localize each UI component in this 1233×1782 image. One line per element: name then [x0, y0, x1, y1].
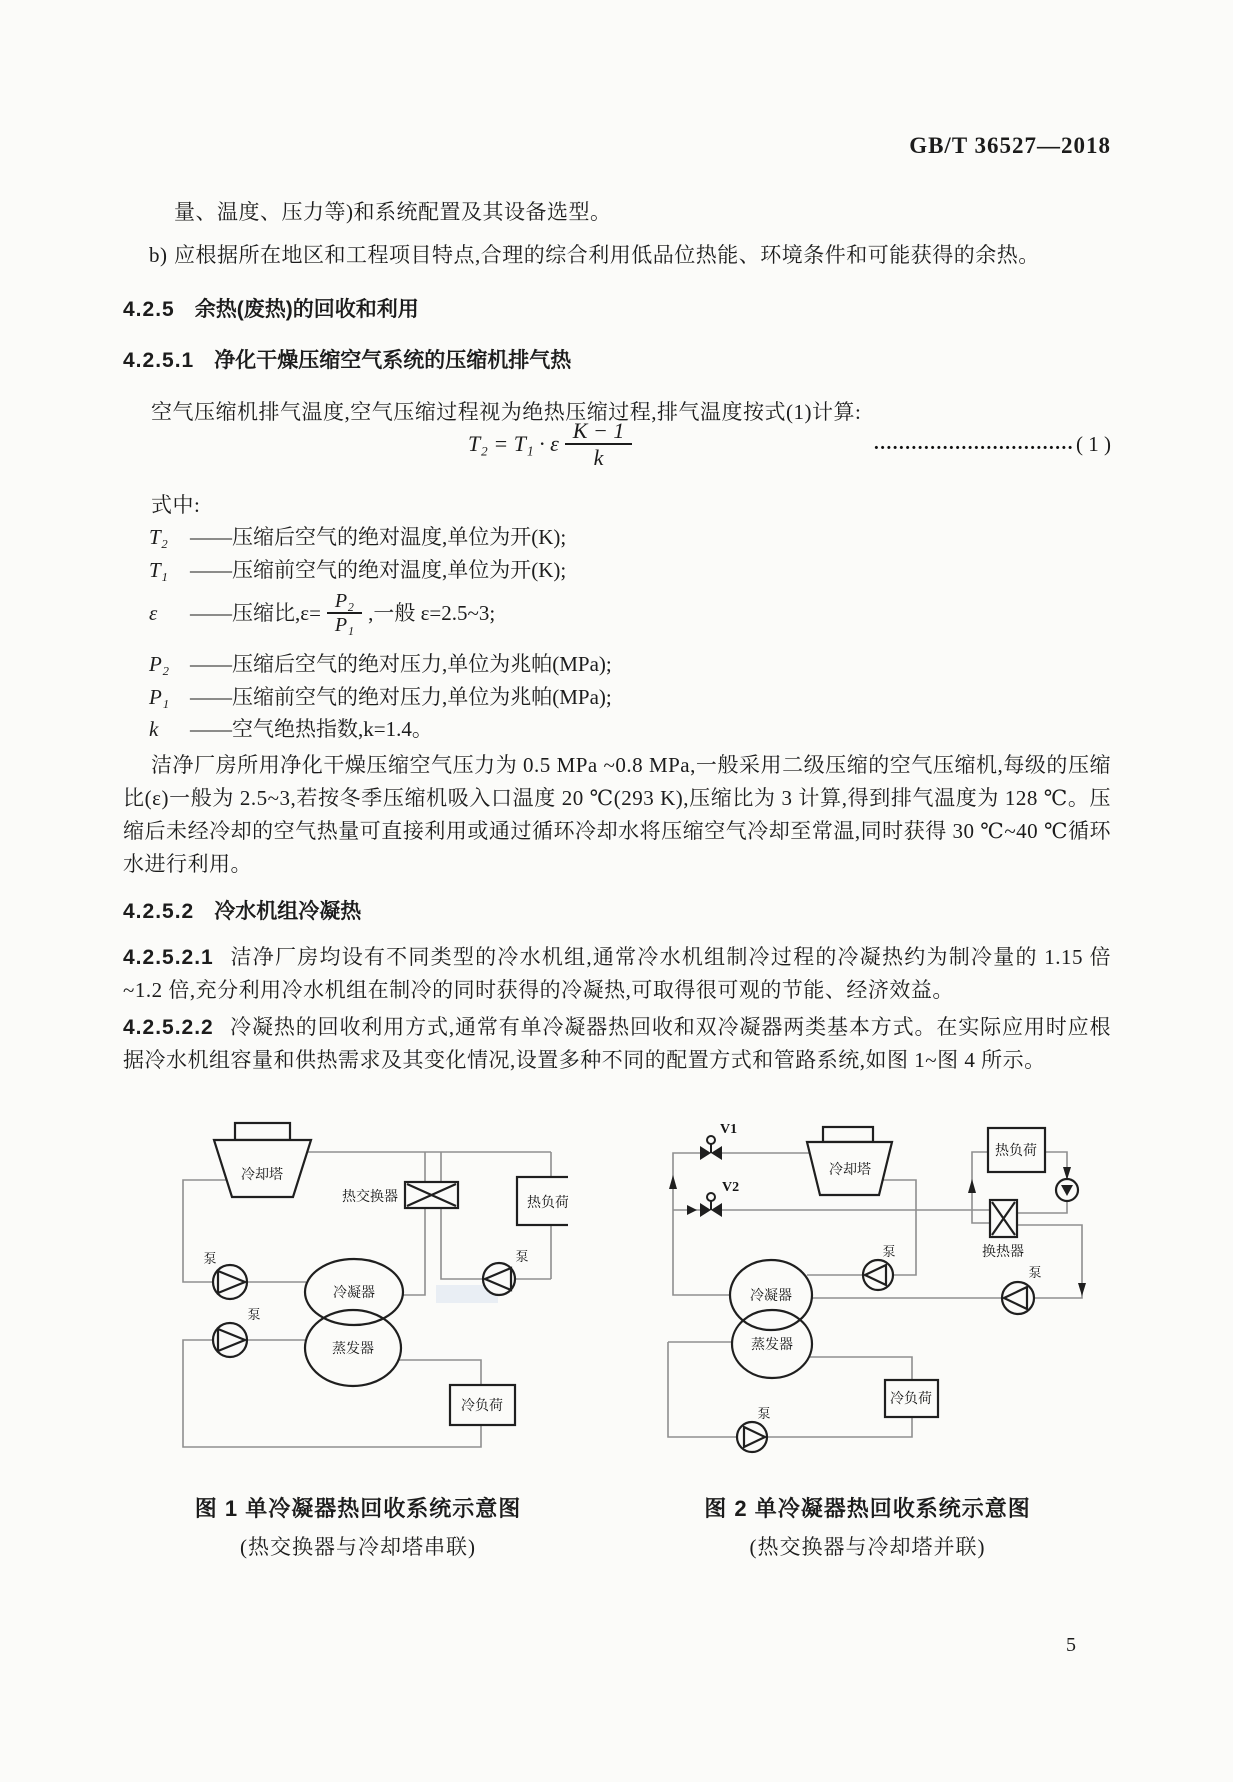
- definition-term: T₂: [149, 525, 168, 549]
- cooling-tower-fan-box: [823, 1127, 873, 1142]
- definition-epsilon: [123, 585, 1111, 641]
- clause-text: 冷凝热的回收利用方式,通常有单冷凝器热回收和双冷凝器两类基本方式。在实际应用时应根据冷水机组容量和供热需求及其变化情况,设置多种不同的配置方式和管路系统,如图 1~图 4 所示。: [123, 1015, 1111, 1072]
- cold-load-label: 冷负荷: [890, 1392, 932, 1407]
- definition-desc: ——空气绝热指数,k=1.4。: [190, 717, 433, 741]
- definition-desc-post: ,一般 ε=2.5~3;: [368, 600, 496, 625]
- figure-1-diagram: [148, 1105, 568, 1467]
- definition-t1: [123, 554, 1111, 587]
- list-item-b: [123, 239, 1111, 272]
- evaporator-label: 蒸发器: [751, 1338, 793, 1353]
- heat-load-label: 热负荷: [527, 1196, 568, 1211]
- section-number: 4.2.5: [123, 298, 175, 321]
- pump-label: 泵: [757, 1406, 771, 1421]
- paragraph-continuation: 量、温度、压力等)和系统配置及其设备选型。: [174, 200, 612, 224]
- definition-desc-pre: ——压缩比,ε=: [190, 600, 321, 625]
- evaporator-label: 蒸发器: [332, 1342, 374, 1357]
- figure-2: [615, 1105, 1120, 1561]
- fraction-numerator: K − 1: [565, 418, 633, 445]
- cold-load-label: 冷负荷: [461, 1399, 503, 1414]
- definition-term: T₁: [149, 558, 168, 582]
- section-title: 余热(废热)的回收和利用: [194, 298, 419, 321]
- pressure-ratio-fraction: [327, 590, 362, 636]
- arrow-up-icon: [968, 1179, 976, 1193]
- definition-term: k: [149, 717, 159, 741]
- equation-1: [123, 418, 1111, 471]
- section-number: 4.2.5.2: [123, 900, 195, 923]
- pump-label: 泵: [247, 1307, 261, 1322]
- clause-text: 洁净厂房均设有不同类型的冷水机组,通常冷水机组制冷过程的冷凝热约为制冷量的 1.15 倍~1.2 倍,充分利用冷水机组在制冷的同时获得的冷凝热,可取得很可观的节能、经济效益。: [123, 945, 1111, 1002]
- list-item-b-label: b): [149, 243, 168, 267]
- definition-term: ε: [149, 600, 158, 625]
- figure-1: [148, 1105, 568, 1561]
- arrow-down-icon: [1078, 1283, 1086, 1296]
- definition-desc: ——压缩前空气的绝对温度,单位为开(K);: [190, 558, 567, 582]
- figure-2-caption: 图 2 单冷凝器热回收系统示意图: [704, 1496, 1031, 1521]
- section-title: 净化干燥压缩空气系统的压缩机排气热: [214, 349, 572, 372]
- figure-2-subcaption: (热交换器与冷却塔并联): [749, 1535, 986, 1559]
- heat-load-label: 热负荷: [995, 1144, 1037, 1159]
- standard-code: GB/T 36527—2018: [909, 133, 1111, 158]
- clause-number: 4.2.5.2.1: [123, 946, 214, 969]
- clause-number: 4.2.5.2.2: [123, 1016, 214, 1039]
- list-item-b-text: 应根据所在地区和工程项目特点,合理的综合利用低品位热能、环境条件和可能获得的余热。: [174, 243, 1040, 267]
- pump-label: 泵: [1028, 1265, 1042, 1280]
- arrow-right-icon: [687, 1205, 697, 1215]
- fraction-numerator: P₂: [327, 590, 362, 614]
- equation-exponent-fraction: [565, 418, 633, 471]
- condenser-label: 冷凝器: [333, 1286, 375, 1301]
- valve-v1-handle: [707, 1136, 715, 1144]
- valve-v2-label: V2: [722, 1180, 740, 1195]
- paragraph-intro: 空气压缩机排气温度,空气压缩过程视为绝热压缩过程,排气温度按式(1)计算:: [151, 400, 862, 424]
- heat-exchanger-label: 换热器: [982, 1245, 1024, 1260]
- section-title: 冷水机组冷凝热: [214, 900, 362, 923]
- cooling-tower-label: 冷却塔: [829, 1163, 871, 1178]
- section-heading-4252: [123, 897, 1111, 927]
- fraction-denominator: k: [593, 445, 604, 471]
- heat-exchanger-label: 热交换器: [342, 1190, 398, 1205]
- valve-v1-label: V1: [720, 1122, 738, 1137]
- paragraph-compressed-air: 洁净厂房所用净化干燥压缩空气压力为 0.5 MPa ~0.8 MPa,一般采用二级压缩的空气压缩机,每级的压缩比(ε)一般为 2.5~3,若按冬季压缩机吸入口温度 20 ℃(293 K),压缩比为 3 计算,得到排气温度为 128 ℃。压缩后未经冷却的空气热量可直接利用或通过循环冷却水将压缩空气冷却至常温,同时获得 30 ℃~40 ℃循环水进行利用。: [123, 753, 1111, 876]
- cooling-tower-label: 冷却塔: [241, 1168, 283, 1183]
- paragraph-42521: [123, 941, 1111, 1007]
- definition-k: [123, 713, 1111, 746]
- figure-1-caption: 图 1 单冷凝器热回收系统示意图: [194, 1496, 522, 1521]
- pump-label: 泵: [515, 1249, 529, 1264]
- valves: [700, 1136, 722, 1217]
- condenser-label: 冷凝器: [750, 1289, 792, 1304]
- definition-p1: [123, 681, 1111, 714]
- definition-term: P₂: [149, 652, 170, 676]
- equation-dot-leader: ................................: [874, 433, 1074, 455]
- pump-label: 泵: [203, 1251, 217, 1266]
- figure-1-subcaption: (热交换器与冷却塔串联): [240, 1535, 476, 1559]
- definition-desc: ——压缩前空气的绝对压力,单位为兆帕(MPa);: [190, 685, 612, 709]
- cooling-tower-fan-box: [235, 1123, 290, 1140]
- equation-number: ( 1 ): [1076, 431, 1111, 456]
- pump-label: 泵: [882, 1244, 896, 1259]
- paragraph-42522: [123, 1011, 1111, 1077]
- where-label: 式中:: [151, 493, 201, 517]
- figure-2-diagram: [615, 1105, 1120, 1467]
- section-heading-425: [123, 295, 1111, 325]
- valve-v2-handle: [707, 1193, 715, 1201]
- definition-term: P₁: [149, 685, 170, 709]
- page-number: 5: [1066, 1634, 1076, 1656]
- pump-recovery-circle: [1002, 1282, 1034, 1314]
- section-number: 4.2.5.1: [123, 349, 195, 372]
- section-heading-4251: [123, 346, 1111, 376]
- definition-p2: [123, 648, 1111, 681]
- definition-desc: ——压缩后空气的绝对温度,单位为开(K);: [190, 525, 567, 549]
- equation-lhs: T₂ = T₁ · ε: [468, 431, 559, 457]
- fraction-denominator: P₁: [334, 614, 355, 636]
- definition-t2: [123, 521, 1111, 554]
- arrow-up-icon: [669, 1175, 677, 1189]
- definition-desc: ——压缩后空气的绝对压力,单位为兆帕(MPa);: [190, 652, 612, 676]
